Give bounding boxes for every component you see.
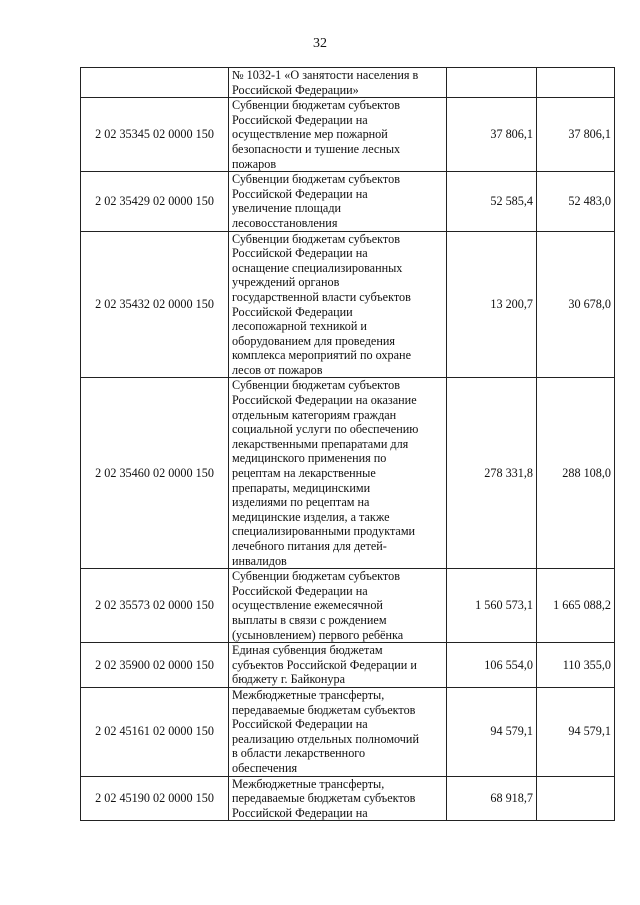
description-line: лесов от пожаров	[232, 362, 323, 377]
description-cell	[229, 776, 447, 821]
description-line: Российской Федерации на	[232, 186, 368, 201]
description-line: пожаров	[232, 156, 277, 171]
description-cell	[229, 378, 447, 569]
amount-cell-2: 288 108,0	[537, 378, 615, 569]
amount-cell-2: 1 665 088,2	[537, 569, 615, 643]
description-line: оснащение специализированных	[232, 260, 403, 275]
amount-cell-1: 52 585,4	[447, 172, 537, 231]
budget-code-cell: 2 02 35345 02 0000 150	[81, 98, 229, 172]
description-cell	[229, 98, 447, 172]
budget-code-cell: 2 02 45190 02 0000 150	[81, 776, 229, 821]
description-line: Российской Федерации на	[232, 717, 368, 732]
description-line: Межбюджетные трансферты,	[232, 776, 385, 791]
description-line: отдельным категориям граждан	[232, 407, 397, 422]
description-line: оборудованием для проведения	[232, 333, 395, 348]
description-line: (усыновлением) первого ребёнка	[232, 627, 404, 642]
description-line: Субвенции бюджетам субъектов	[232, 172, 400, 187]
description-line: изделиями по рецептам на	[232, 495, 370, 510]
description-line: лесовосстановления	[232, 215, 338, 230]
budget-code-cell: 2 02 45161 02 0000 150	[81, 687, 229, 776]
amount-cell-1: 278 331,8	[447, 378, 537, 569]
table-row	[81, 68, 615, 98]
amount-cell-2	[537, 68, 615, 98]
table-row	[81, 172, 615, 231]
description-line: Субвенции бюджетам субъектов	[232, 98, 400, 113]
description-line: Российской Федерации на	[232, 112, 368, 127]
amount-cell-2: 110 355,0	[537, 643, 615, 688]
description-line: Межбюджетные трансферты,	[232, 687, 385, 702]
description-line: выплаты в связи с рождением	[232, 612, 387, 627]
amount-cell-2: 37 806,1	[537, 98, 615, 172]
budget-code-cell: 2 02 35900 02 0000 150	[81, 643, 229, 688]
description-line: Российской Федерации на	[232, 583, 368, 598]
description-line: увеличение площади	[232, 201, 342, 216]
description-cell	[229, 569, 447, 643]
description-line: бюджету г. Байконура	[232, 672, 346, 687]
amount-cell-1: 68 918,7	[447, 776, 537, 821]
description-line: государственной власти субъектов	[232, 289, 411, 304]
amount-cell-2: 30 678,0	[537, 231, 615, 378]
amount-cell-1: 37 806,1	[447, 98, 537, 172]
description-line: реализацию отдельных полномочий	[232, 731, 419, 746]
budget-code-cell: 2 02 35432 02 0000 150	[81, 231, 229, 378]
budget-code-cell	[81, 68, 229, 98]
description-line: рецептам на лекарственные	[232, 466, 376, 481]
amount-cell-1: 94 579,1	[447, 687, 537, 776]
description-line: учреждений органов	[232, 275, 340, 290]
amount-cell-1	[447, 68, 537, 98]
description-line: Субвенции бюджетам субъектов	[232, 378, 400, 393]
description-line: Российской Федерации»	[232, 82, 359, 97]
description-line: передаваемые бюджетам субъектов	[232, 702, 416, 717]
table-row	[81, 231, 615, 378]
description-line: передаваемые бюджетам субъектов	[232, 791, 416, 806]
description-line: медицинские изделия, а также	[232, 509, 390, 524]
description-cell	[229, 643, 447, 688]
amount-cell-2: 52 483,0	[537, 172, 615, 231]
description-line: осуществление мер пожарной	[232, 127, 388, 142]
description-line: безопасности и тушение лесных	[232, 141, 401, 156]
description-line: лекарственными препаратами для	[232, 436, 409, 451]
table-body	[81, 68, 615, 821]
description-line: инвалидов	[232, 553, 287, 568]
description-line: обеспечения	[232, 760, 298, 775]
amount-cell-1: 1 560 573,1	[447, 569, 537, 643]
description-cell	[229, 68, 447, 98]
description-line: препараты, медицинскими	[232, 480, 371, 495]
table-row	[81, 98, 615, 172]
amount-cell-2: 94 579,1	[537, 687, 615, 776]
description-line: лечебного питания для детей-	[232, 539, 387, 553]
table-row	[81, 776, 615, 821]
amount-cell-2	[537, 776, 615, 821]
table-row	[81, 378, 615, 569]
description-line: Субвенции бюджетам субъектов	[232, 231, 400, 246]
budget-code-cell: 2 02 35429 02 0000 150	[81, 172, 229, 231]
description-line: медицинского применения по	[232, 451, 387, 466]
budget-code-cell: 2 02 35573 02 0000 150	[81, 569, 229, 643]
description-line: специализированными продуктами	[232, 524, 416, 539]
description-line: в области лекарственного	[232, 746, 366, 761]
description-cell	[229, 172, 447, 231]
description-cell	[229, 687, 447, 776]
description-line: № 1032-1 «О занятости населения в	[232, 68, 419, 82]
table-row	[81, 569, 615, 643]
description-cell	[229, 231, 447, 378]
budget-code-cell: 2 02 35460 02 0000 150	[81, 378, 229, 569]
table-row	[81, 643, 615, 688]
amount-cell-1: 106 554,0	[447, 643, 537, 688]
description-line: Единая субвенция бюджетам	[232, 643, 383, 658]
table-row	[81, 687, 615, 776]
budget-table	[80, 67, 615, 821]
description-line: Российской Федерации на	[232, 246, 368, 261]
description-line: лесопожарной техникой и	[232, 319, 367, 334]
description-line: комплекса мероприятий по охране	[232, 348, 411, 363]
description-line: осуществление ежемесячной	[232, 598, 383, 613]
description-line: социальной услуги по обеспечению	[232, 422, 419, 437]
description-line: субъектов Российской Федерации и	[232, 657, 417, 672]
description-line: Российской Федерации на	[232, 805, 368, 820]
amount-cell-1: 13 200,7	[447, 231, 537, 378]
page-number: 32	[313, 36, 327, 51]
description-line: Субвенции бюджетам субъектов	[232, 569, 400, 584]
description-line: Российской Федерации на оказание	[232, 393, 417, 408]
description-line: Российской Федерации	[232, 304, 353, 319]
